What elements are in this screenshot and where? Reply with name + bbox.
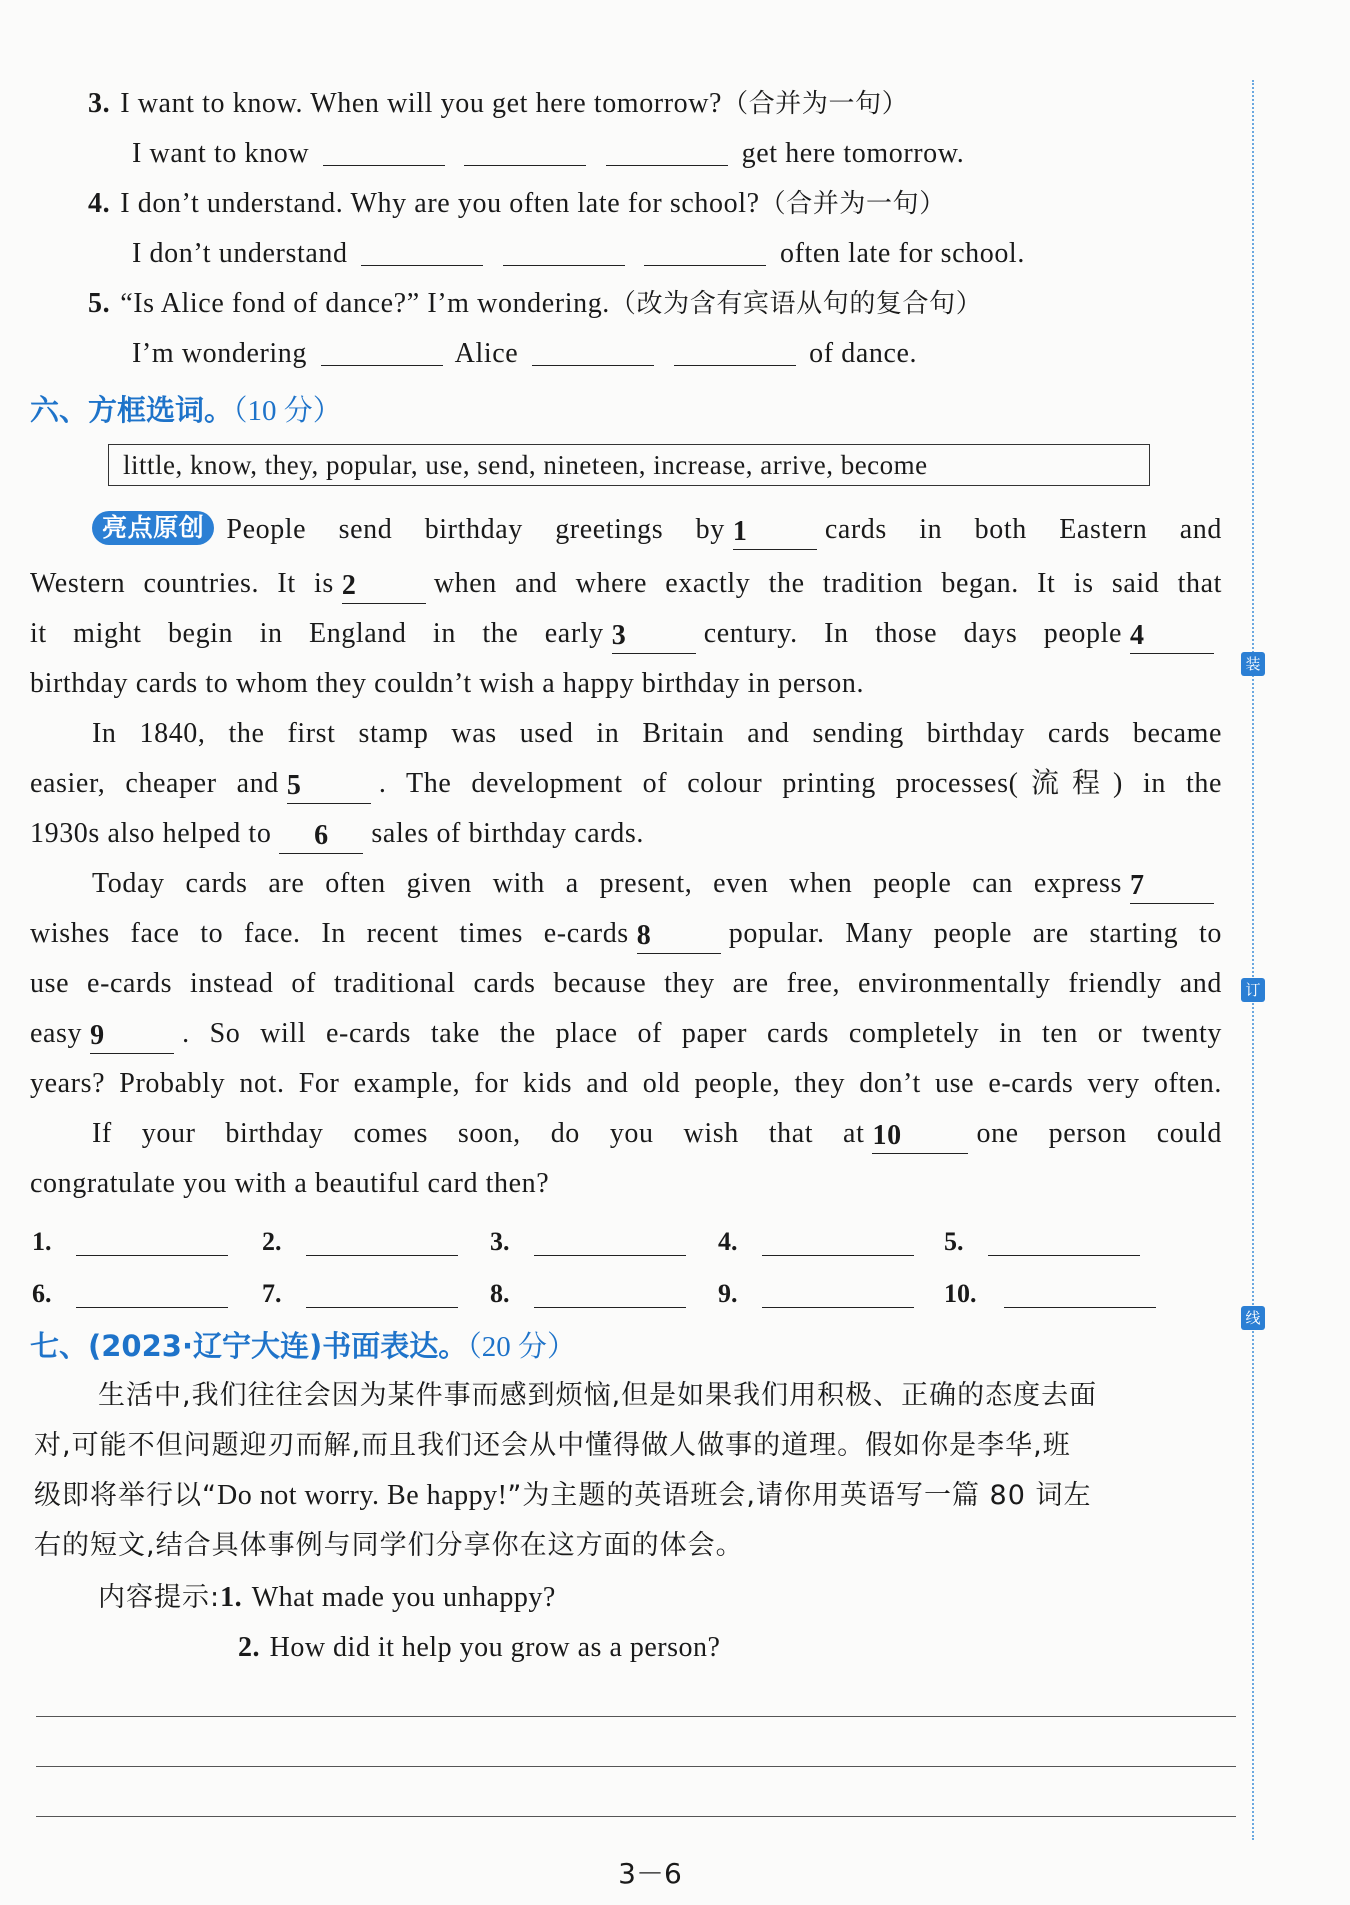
writing-line[interactable]: [36, 1716, 1236, 1717]
binding-dotted-line: [1252, 80, 1254, 1840]
passage-text: Today cards are often given with a present, even when people can express: [92, 868, 1122, 899]
binding-mark: 订: [1241, 978, 1265, 1002]
answer-line[interactable]: [76, 1229, 228, 1256]
answer-slot-9[interactable]: [718, 1276, 914, 1312]
prompt-text: 对,可能不但问题迎刃而解,而且我们还会从中懂得做人做事的道理。假如你是李华,班: [34, 1430, 1071, 1461]
answer-slot-8[interactable]: [490, 1276, 686, 1312]
fill-blank[interactable]: [532, 337, 654, 366]
answer-line[interactable]: [762, 1281, 914, 1308]
passage-text: century. In those days people: [703, 618, 1122, 649]
binding-mark: 线: [1241, 1306, 1265, 1330]
fill-blank[interactable]: [644, 237, 766, 266]
prompt-text: ”为主题的英语班会,请你用英语写一篇 80 词左: [507, 1480, 1092, 1511]
answer-line-5: [132, 334, 1332, 374]
passage-line-7: [30, 814, 1230, 854]
answer-middle: Alice: [454, 338, 519, 369]
answer-line-3: [132, 134, 1332, 174]
passage-line-13: [92, 1114, 1222, 1154]
word-box: [108, 444, 1150, 486]
passage-text: wishes face to face. In recent times e-cards: [30, 918, 629, 949]
writing-prompt-line-1: [98, 1376, 1298, 1416]
numbered-blank[interactable]: 4: [1130, 619, 1214, 654]
answer-line[interactable]: [306, 1229, 458, 1256]
passage-text: cards in both Eastern and: [824, 514, 1222, 545]
passage-text: popular. Many people are starting to: [728, 918, 1222, 949]
prompt-text: 右的短文,结合具体事例与同学们分享你在这方面的体会。: [34, 1530, 744, 1561]
passage-line-10: [30, 964, 1222, 1004]
fill-blank[interactable]: [606, 137, 728, 166]
answer-line[interactable]: [76, 1281, 228, 1308]
question-number: 3.: [88, 88, 111, 119]
writing-prompt-line-4: [34, 1526, 1234, 1566]
answer-line[interactable]: [306, 1281, 458, 1308]
numbered-blank[interactable]: 2: [342, 569, 426, 604]
fill-blank[interactable]: [321, 337, 443, 366]
fill-blank[interactable]: [323, 137, 445, 166]
section-score: （10 分）: [233, 395, 342, 427]
question-4: [88, 184, 1288, 224]
passage-text: congratulate you with a beautiful card then?: [30, 1168, 550, 1199]
numbered-blank[interactable]: 6: [279, 819, 363, 854]
passage-line-4: [30, 664, 1230, 704]
answer-line-4: [132, 234, 1332, 274]
content-hint-1: [98, 1578, 1298, 1618]
numbered-blank[interactable]: 10: [872, 1119, 968, 1154]
passage-line-1: [92, 510, 1222, 550]
answer-number: 10.: [944, 1279, 977, 1308]
question-number: 5.: [88, 288, 111, 319]
hint-text: What made you unhappy?: [251, 1582, 556, 1613]
answer-line[interactable]: [1004, 1281, 1156, 1308]
passage-text: easier, cheaper and: [30, 768, 279, 799]
answer-prefix: I want to know: [132, 138, 310, 169]
answer-number: 9.: [718, 1279, 738, 1308]
answer-slot-6[interactable]: [32, 1276, 228, 1312]
hint-number: 2.: [238, 1632, 260, 1663]
section-7-title: [30, 1326, 576, 1367]
passage-text: In 1840, the first stamp was used in Britain and sending birthday cards became: [92, 718, 1222, 749]
section-title-text: 六、方框选词。: [30, 393, 234, 427]
question-sentence: I want to know. When will you get here tomorrow?: [120, 88, 723, 119]
writing-line[interactable]: [36, 1766, 1236, 1767]
answer-number: 7.: [262, 1279, 282, 1308]
numbered-blank[interactable]: 8: [637, 919, 721, 954]
question-sentence: “Is Alice fond of dance?” I’m wondering.: [120, 288, 610, 319]
passage-line-12: [30, 1064, 1222, 1104]
passage-text: it might begin in England in the early: [30, 618, 604, 649]
answer-number: 1.: [32, 1227, 52, 1256]
passage-line-8: [92, 864, 1222, 904]
writing-line[interactable]: [36, 1816, 1236, 1817]
binding-mark: 装: [1241, 652, 1265, 676]
fill-blank[interactable]: [674, 337, 796, 366]
passage-text: use e-cards instead of traditional cards because they are free, environmentally friendly and: [30, 968, 1222, 999]
answer-prefix: I’m wondering: [132, 338, 307, 369]
passage-line-2: [30, 564, 1222, 604]
prompt-text: 生活中,我们往往会因为某件事而感到烦恼,但是如果我们用积极、正确的态度去面: [98, 1380, 1098, 1411]
answer-line[interactable]: [534, 1281, 686, 1308]
passage-line-6: [30, 764, 1222, 804]
answer-suffix: of dance.: [809, 338, 918, 369]
question-hint: （合并为一句）: [759, 189, 946, 219]
passage-text: sales of birthday cards.: [371, 818, 644, 849]
answer-prefix: I don’t understand: [132, 238, 348, 269]
writing-prompt-line-2: [34, 1426, 1234, 1466]
question-3: [88, 84, 1288, 124]
hint-text: How did it help you grow as a person?: [269, 1632, 721, 1663]
passage-line-11: [30, 1014, 1222, 1054]
passage-text: when and where exactly the tradition began. It is said that: [433, 568, 1222, 599]
question-number: 4.: [88, 188, 111, 219]
passage-text: Western countries. It is: [30, 568, 334, 599]
content-hint-2: [238, 1628, 1350, 1668]
answer-number: 3.: [490, 1227, 510, 1256]
question-5: [88, 284, 1288, 324]
answer-line[interactable]: [762, 1229, 914, 1256]
passage-text: years? Probably not. For example, for kids and old people, they don’t use e-cards very often.: [30, 1068, 1222, 1099]
answer-number: 6.: [32, 1279, 52, 1308]
passage-line-3: [30, 614, 1222, 654]
answer-number: 8.: [490, 1279, 510, 1308]
prompt-text: 级即将举行以“: [34, 1480, 217, 1511]
fill-blank[interactable]: [503, 237, 625, 266]
numbered-blank[interactable]: 5: [287, 769, 371, 804]
answer-number: 4.: [718, 1227, 738, 1256]
hint-label: 内容提示:: [98, 1582, 221, 1613]
passage-text: one person could: [976, 1118, 1222, 1149]
passage-line-5: [92, 714, 1222, 754]
prompt-theme: Do not worry. Be happy!: [217, 1480, 508, 1511]
answer-slot-3[interactable]: [490, 1224, 686, 1260]
answer-number: 2.: [262, 1227, 282, 1256]
original-badge: 亮点原创: [92, 511, 214, 545]
numbered-blank[interactable]: 3: [612, 619, 696, 654]
word-box-text: little, know, they, popular, use, send, nineteen, increase, arrive, become: [123, 450, 928, 480]
answer-line[interactable]: [534, 1229, 686, 1256]
fill-blank[interactable]: [464, 137, 586, 166]
passage-line-9: [30, 914, 1222, 954]
answer-suffix: get here tomorrow.: [741, 138, 965, 169]
answer-suffix: often late for school.: [780, 238, 1025, 269]
page-number: 3－6: [618, 1857, 682, 1890]
numbered-blank[interactable]: 1: [733, 515, 817, 550]
answer-slot-5[interactable]: [944, 1224, 1140, 1260]
section-score: （20 分）: [467, 1331, 577, 1363]
answer-number: 5.: [944, 1227, 964, 1256]
passage-text: If your birthday comes soon, do you wish that at: [92, 1118, 865, 1149]
passage-text: . So will e-cards take the place of paper cards completely in ten or twenty: [182, 1018, 1222, 1049]
writing-prompt-line-3: [34, 1476, 1234, 1516]
answer-slot-7[interactable]: [262, 1276, 458, 1312]
question-hint: （合并为一句）: [722, 89, 909, 119]
passage-text: easy: [30, 1018, 83, 1049]
section-title-text: 七、(2023·辽宁大连)书面表达。: [30, 1329, 468, 1363]
answer-slot-4[interactable]: [718, 1224, 914, 1260]
passage-text: birthday cards to whom they couldn’t wish a happy birthday in person.: [30, 668, 865, 699]
passage-text: 1930s also helped to: [30, 818, 272, 849]
passage-text: People send birthday greetings by: [226, 514, 725, 545]
passage-text: . The development of colour printing processes(流程) in the: [378, 768, 1223, 799]
answer-slot-1[interactable]: [32, 1224, 228, 1260]
question-hint: （改为含有宾语从句的复合句）: [609, 289, 983, 319]
answer-line[interactable]: [988, 1229, 1140, 1256]
passage-line-14: [30, 1164, 1230, 1204]
section-6-title: [30, 390, 342, 431]
answer-slot-2[interactable]: [262, 1224, 458, 1260]
hint-number: 1.: [220, 1582, 243, 1613]
fill-blank[interactable]: [361, 237, 483, 266]
answer-slot-10[interactable]: [944, 1276, 1156, 1312]
question-sentence: I don’t understand. Why are you often late for school?: [120, 188, 760, 219]
numbered-blank[interactable]: 7: [1130, 869, 1214, 904]
numbered-blank[interactable]: 9: [90, 1019, 174, 1054]
